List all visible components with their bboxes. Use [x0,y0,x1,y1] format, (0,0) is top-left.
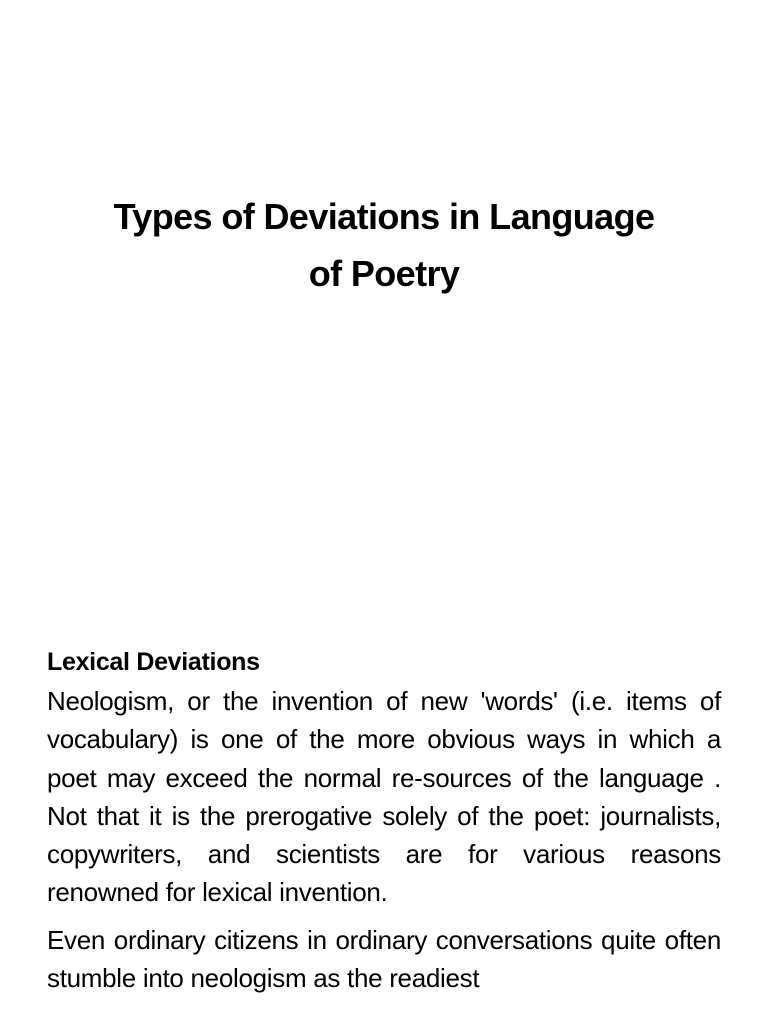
title-line-2: of Poetry [308,253,460,294]
page-title [40,188,728,302]
section-heading: Lexical Deviations [47,648,260,676]
content-section [47,643,721,1006]
paragraph-neologism: Neologism, or the invention of new 'words' (i.e. items of vocabulary) is one of the more obvious ways in which a poet may exceed the normal re-sources of the language . Not that it is the prerogative solely of the poet: journalists, copywriters, and scientists are for various reasons renowned for lexical invention. [47,686,721,908]
paragraph-ordinary-citizens: Even ordinary citizens in ordinary conversations quite often stumble into neologism as the readiest [47,924,721,994]
title-line-1: Types of Deviations in Language [113,196,655,237]
